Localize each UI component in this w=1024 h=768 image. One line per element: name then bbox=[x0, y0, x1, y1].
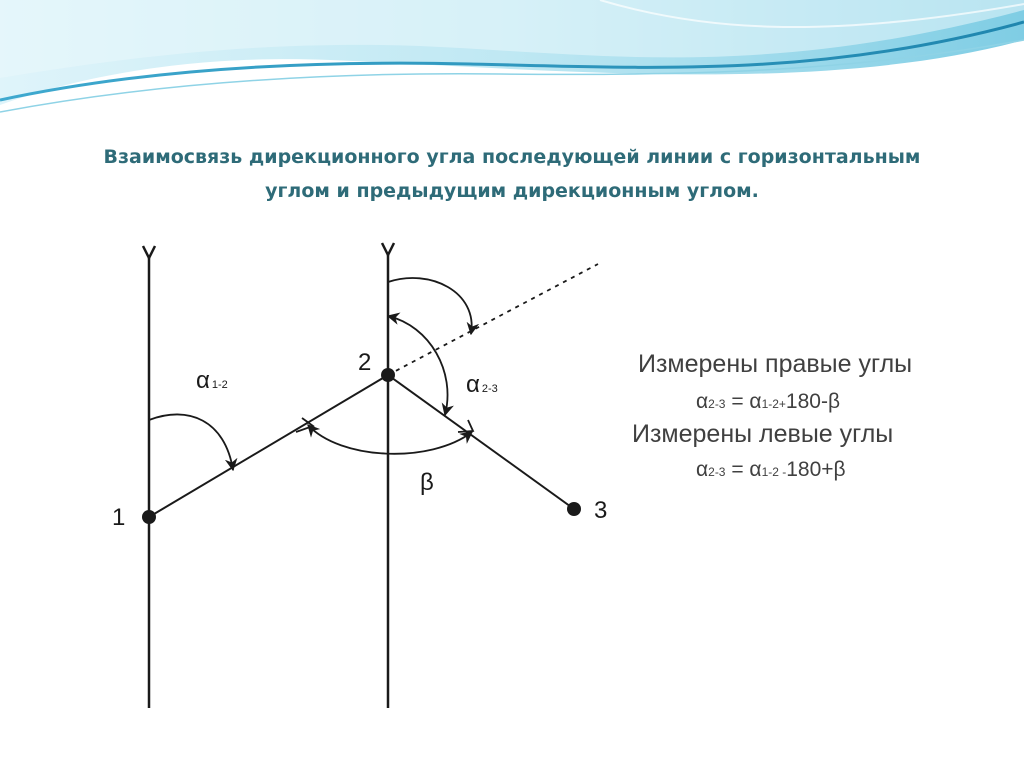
right-angles-heading: Измерены правые углы bbox=[638, 350, 913, 378]
point-3-label: 3 bbox=[594, 497, 608, 524]
point-1-label: 1 bbox=[112, 504, 126, 531]
extension-dashed-line bbox=[388, 264, 598, 375]
point-2-label: 2 bbox=[358, 349, 372, 376]
formula-eq: = α bbox=[725, 390, 762, 413]
formula-tail: 180+β bbox=[786, 458, 846, 481]
formula-lhs: α bbox=[696, 390, 709, 413]
formula-tail: 180-β bbox=[785, 390, 841, 413]
north-arrow-icon bbox=[143, 246, 155, 258]
left-angles-formula bbox=[696, 458, 846, 482]
beta-label: β bbox=[420, 469, 434, 496]
alpha-2-3-label: α 2-3 bbox=[466, 371, 498, 398]
formula-eq: = α bbox=[725, 458, 762, 481]
station-point-3 bbox=[567, 502, 581, 516]
north-arrow-icon bbox=[382, 243, 394, 255]
alpha-2-3-arc bbox=[388, 316, 448, 415]
formula-rhs-sub: 1-2+ bbox=[761, 397, 786, 411]
formula-lhs-sub: 2-3 bbox=[708, 397, 726, 411]
title-line-1: Взаимосвязь дирекционного угла последующей линии с горизонтальным bbox=[103, 146, 921, 168]
station-point-2 bbox=[381, 368, 395, 382]
line-1-2 bbox=[149, 375, 388, 517]
formula-lhs-sub: 2-3 bbox=[708, 465, 726, 479]
right-angles-formula bbox=[696, 390, 840, 414]
extension-angle-arc bbox=[388, 278, 472, 334]
station-point-1 bbox=[142, 510, 156, 524]
formula-lhs: α bbox=[696, 458, 709, 481]
formula-rhs-sub: 1-2 - bbox=[761, 465, 787, 479]
title-line-2: углом и предыдущим дирекционным углом. bbox=[265, 180, 759, 202]
left-angles-heading: Измерены левые углы bbox=[632, 420, 894, 448]
alpha-1-2-label: α 1-2 bbox=[196, 367, 228, 394]
alpha-1-2-arc bbox=[149, 414, 233, 470]
line-2-3 bbox=[388, 375, 574, 509]
beta-arc bbox=[308, 425, 472, 454]
